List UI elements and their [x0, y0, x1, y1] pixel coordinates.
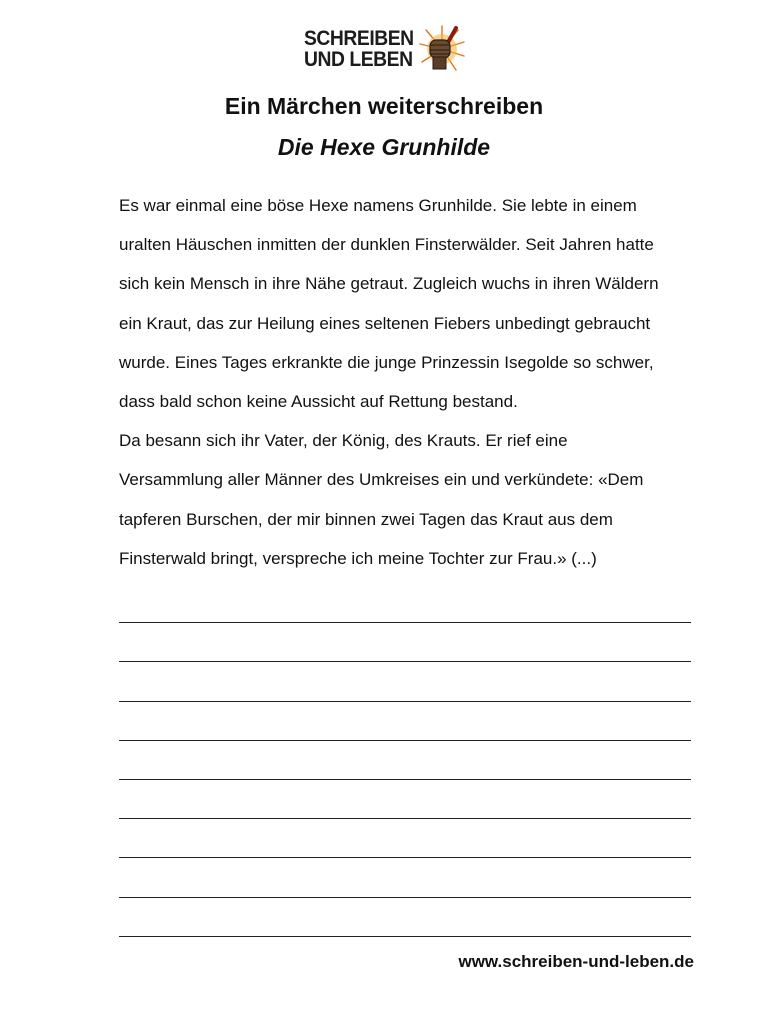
logo-line-1: SCHREIBEN — [304, 27, 414, 50]
footer-url: www.schreiben-und-leben.de — [458, 952, 694, 971]
story-line: ein Kraut, das zur Heilung eines seltenen Fiebers unbedingt gebraucht — [119, 313, 651, 333]
writing-line — [119, 780, 691, 819]
story-line: Versammlung aller Männer des Umkreises ein und verkündete: «Dem — [119, 470, 644, 490]
page-title: Ein Märchen weiterschreiben — [224, 93, 544, 119]
writing-line — [119, 819, 691, 858]
story-line: Es war einmal eine böse Hexe namens Grunhilde. Sie lebte in einem — [119, 196, 637, 215]
fist-with-pen-icon — [418, 24, 466, 74]
writing-line — [119, 662, 691, 701]
writing-line — [119, 702, 691, 741]
writing-lines — [119, 584, 691, 937]
story-line: Da besann sich ihr Vater, der König, des Krauts. Er rief eine — [119, 431, 568, 451]
writing-line — [119, 898, 691, 937]
story-line: dass bald schon keine Aussicht auf Rettung bestand. — [119, 391, 518, 411]
writing-line — [119, 584, 691, 623]
story-line: wurde. Eines Tages erkrankte die junge Prinzessin Isegolde so schwer, — [119, 352, 654, 372]
story-line: sich kein Mensch in ihre Nähe getraut. Zugleich wuchs in ihren Wäldern — [119, 274, 659, 294]
page-subtitle: Die Hexe Grunhilde — [277, 134, 491, 160]
writing-line — [119, 858, 691, 897]
writing-line — [119, 623, 691, 662]
writing-line — [119, 741, 691, 780]
story-line: tapferen Burschen, der mir binnen zwei Tagen das Kraut aus dem — [119, 509, 613, 529]
story-text — [119, 186, 699, 578]
logo — [304, 24, 468, 76]
story-line: Finsterwald bringt, verspreche ich meine Tochter zur Frau.» (...) — [119, 548, 597, 568]
story-line: uralten Häuschen inmitten der dunklen Finsterwälder. Seit Jahren hatte — [119, 235, 654, 255]
logo-wordmark — [304, 28, 414, 70]
logo-line-2: UND LEBEN — [304, 48, 413, 71]
